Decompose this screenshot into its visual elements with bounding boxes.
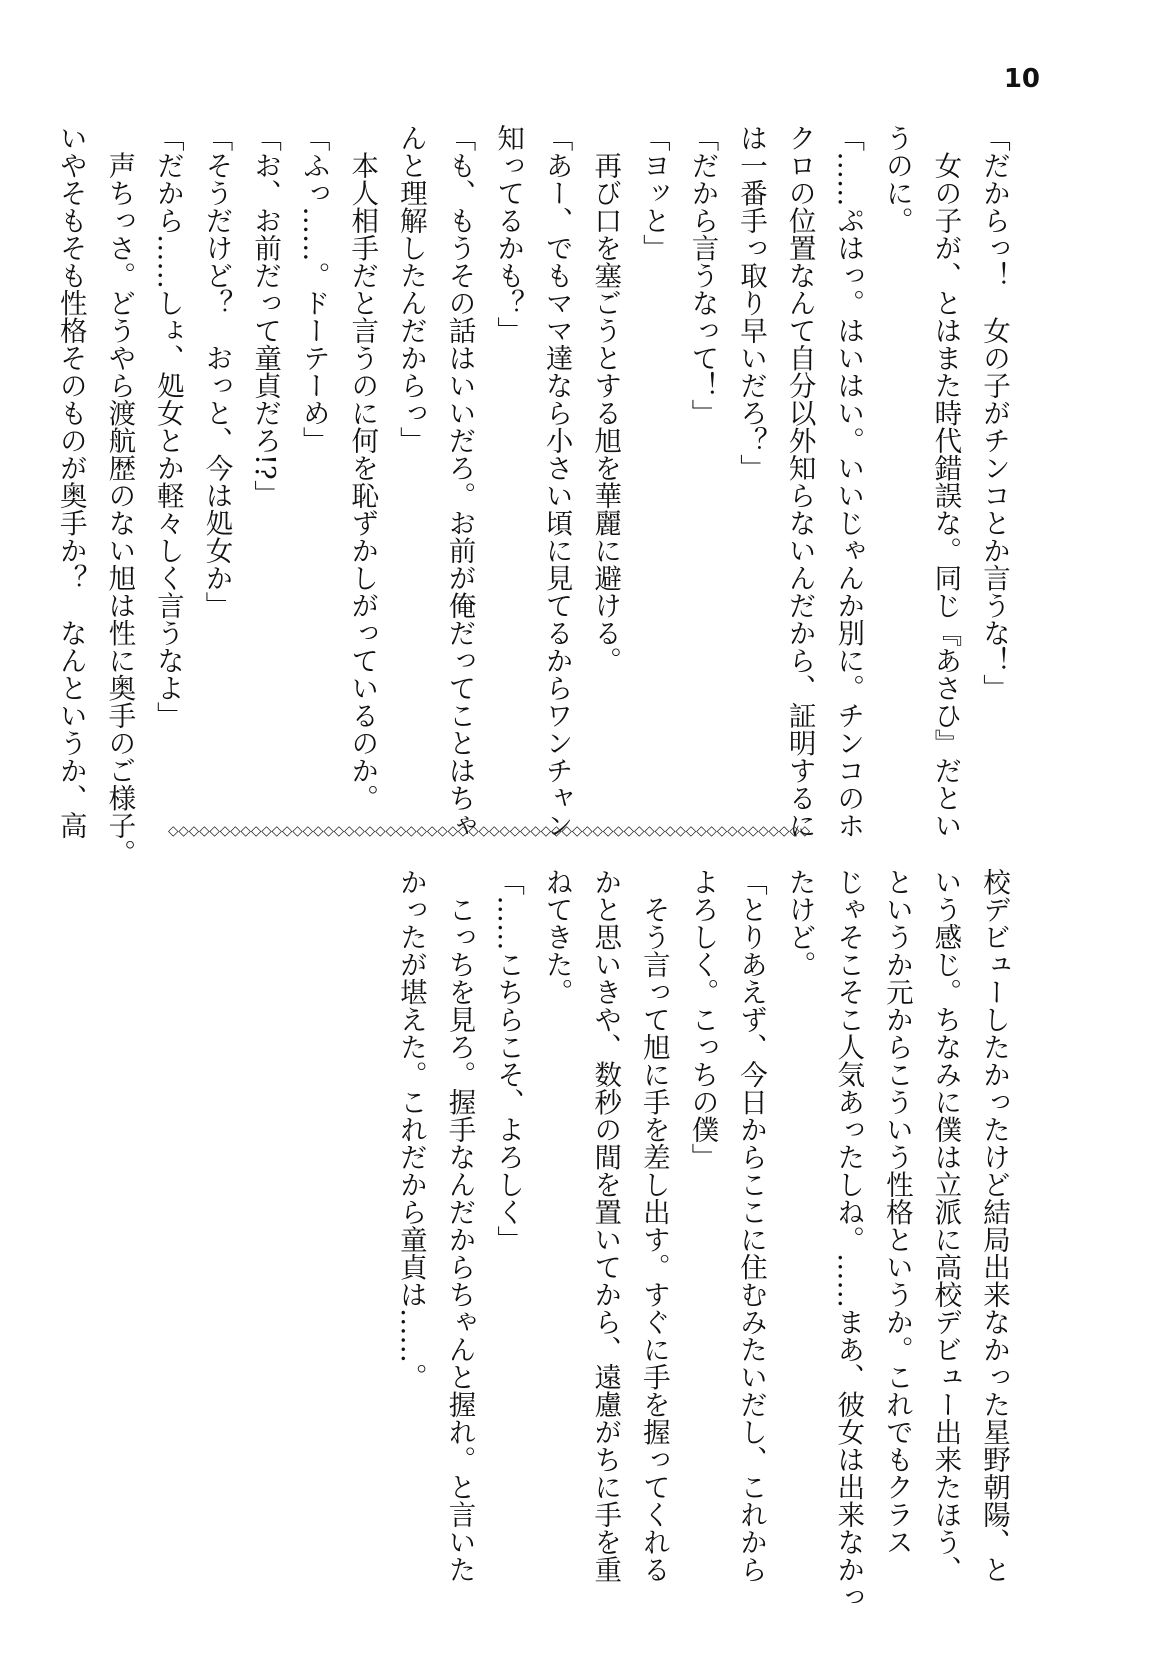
text-line: かったが堪えた。これだから童貞は……。	[394, 868, 427, 1391]
text-line: 「も、もうその話はいいだろ。お前が俺だってことはちゃ	[443, 124, 476, 839]
text-line: 「……ぷはっ。はいはい。いいじゃんか別に。チンコのホ	[832, 124, 865, 839]
text-line: 「だからっ！ 女の子がチンコとか言うな！」	[978, 124, 1010, 702]
text-line: 「そうだけど？ おっと、今は処女か」	[200, 124, 233, 619]
text-line: 校デビューしたかったけど結局出来なかった星野朝陽、と	[978, 868, 1010, 1583]
text-line: 「とりあえず、今日からここに住むみたいだし、これから	[735, 868, 768, 1583]
text-line: いう感じ。ちなみに僕は立派に高校デビュー出来たほう、	[929, 868, 962, 1583]
text-line: よろしく。こっちの僕」	[686, 868, 719, 1171]
text-line: 「だから……しょ、処女とか軽々しく言うなよ」	[151, 124, 184, 729]
text-line: じゃそこそこ人気あったしね。……まあ、彼女は出来なかっ	[832, 868, 865, 1611]
text-line: は一番手っ取り早いだろ？」	[735, 124, 768, 482]
text-line: 「だから言うなって！」	[686, 124, 719, 427]
text-line: たけど。	[783, 868, 816, 978]
text-line: 「お、お前だって童貞だろ!?」	[249, 124, 282, 508]
text-line: 知ってるかも？」	[492, 124, 525, 344]
bottom-text-block	[394, 868, 1018, 1611]
text-line: クロの位置なんて自分以外知らないんだから、証明するに	[783, 124, 816, 839]
text-line: 女の子が、とはまた時代錯誤な。同じ『あさひ』だとい	[929, 124, 962, 839]
text-line: 「あー、でもママ達なら小さい頃に見てるからワンチャン	[540, 124, 573, 839]
text-line: 再び口を塞ごうとする旭を華麗に避ける。	[589, 124, 622, 674]
text-line: こっちを見ろ。握手なんだからちゃんと握れ。と言いた	[443, 868, 476, 1583]
text-line: いやそもそも性格そのものが奥手か？ なんというか、高	[54, 124, 87, 839]
text-line: んと理解したんだからっ」	[394, 124, 427, 454]
text-line: 「ふっ……。ドーテーめ」	[297, 124, 330, 454]
text-line: ねてきた。	[540, 868, 573, 1006]
text-line: というか元からこういう性格というか。これでもクラス	[880, 868, 913, 1556]
top-text-block	[54, 124, 1018, 867]
text-line: 「……こちらこそ、よろしく」	[492, 868, 525, 1253]
text-line: うのに。	[880, 124, 913, 234]
page-number: 10	[1003, 64, 1040, 94]
text-line: 声ちっさ。どうやら渡航歴のない旭は性に奥手のご様子。	[103, 124, 136, 867]
section-divider: ◇◇◇◇◇◇◇◇◇◇◇◇◇◇◇◇◇◇◇◇◇◇◇◇◇◇◇◇◇◇◇◇◇◇◇◇◇◇◇◇◇◇◇◇◇◇◇◇◇◇◇◇◇◇◇◇◇◇◇◇◇◇	[168, 823, 810, 839]
text-line: 本人相手だと言うのに何を恥ずかしがっているのか。	[346, 124, 379, 812]
text-line: そう言って旭に手を差し出す。すぐに手を握ってくれる	[637, 868, 670, 1583]
text-line: 「ヨッと」	[637, 124, 670, 262]
text-line: かと思いきや、数秒の間を置いてから、遠慮がちに手を重	[589, 868, 622, 1583]
